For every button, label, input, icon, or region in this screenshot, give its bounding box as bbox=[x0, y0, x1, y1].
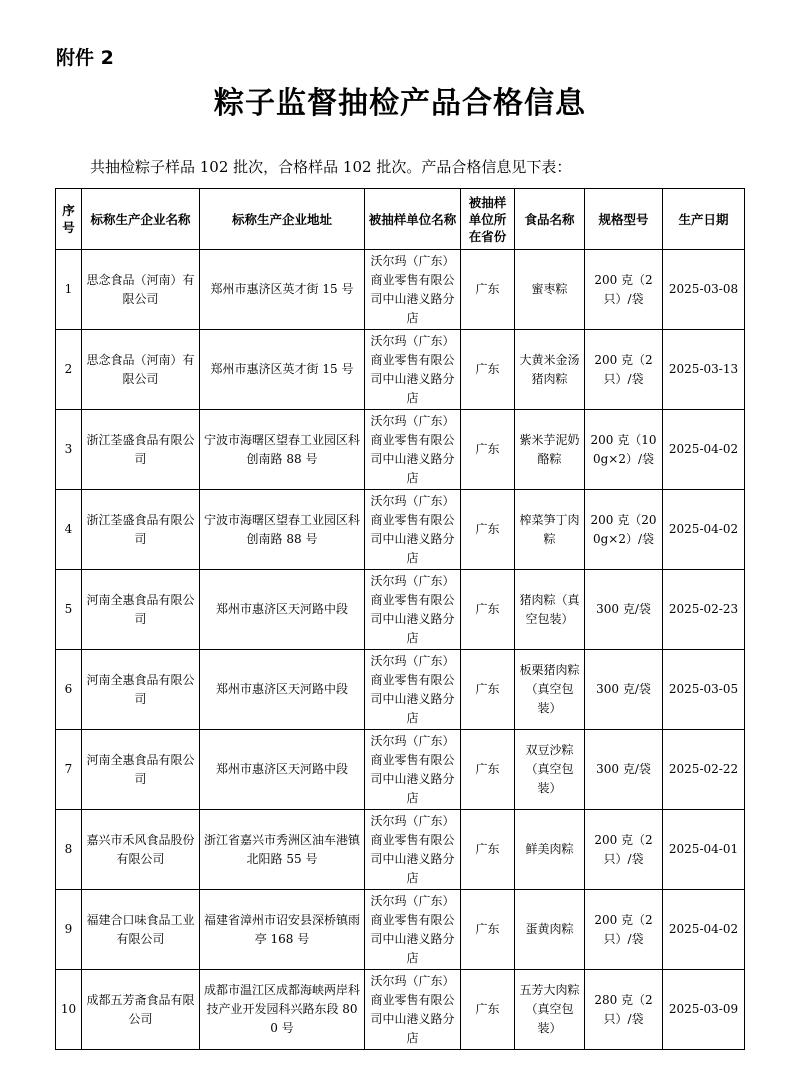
table-row bbox=[56, 570, 745, 650]
cell-seq: 1 bbox=[56, 250, 82, 330]
cell-address: 浙江省嘉兴市秀洲区油车港镇北阳路 55 号 bbox=[200, 810, 365, 890]
cell-province: 广东 bbox=[461, 890, 515, 970]
cell-seq: 4 bbox=[56, 490, 82, 570]
cell-sampled-unit: 沃尔玛（广东）商业零售有限公司中山港义路分店 bbox=[365, 250, 461, 330]
cell-address: 宁波市海曙区望春工业园区科创南路 88 号 bbox=[200, 410, 365, 490]
cell-manufacturer: 浙江荃盛食品有限公司 bbox=[82, 410, 200, 490]
cell-spec: 200 克（2 只）/袋 bbox=[585, 330, 663, 410]
cell-spec: 200 克（2 只）/袋 bbox=[585, 250, 663, 330]
cell-date: 2025-02-22 bbox=[663, 730, 745, 810]
cell-food: 五芳大肉粽（真空包装） bbox=[515, 970, 585, 1050]
cell-seq: 5 bbox=[56, 570, 82, 650]
table-row bbox=[56, 250, 745, 330]
cell-address: 郑州市惠济区英才街 15 号 bbox=[200, 330, 365, 410]
table-row bbox=[56, 410, 745, 490]
header-manufacturer: 标称生产企业名称 bbox=[82, 189, 200, 250]
cell-date: 2025-04-02 bbox=[663, 410, 745, 490]
attachment-label: 附件 2 bbox=[56, 47, 114, 69]
cell-seq: 8 bbox=[56, 810, 82, 890]
cell-spec: 200 克（200g×2）/袋 bbox=[585, 490, 663, 570]
cell-spec: 280 克（2 只）/袋 bbox=[585, 970, 663, 1050]
cell-manufacturer: 河南全惠食品有限公司 bbox=[82, 650, 200, 730]
cell-manufacturer: 嘉兴市禾风食品股份有限公司 bbox=[82, 810, 200, 890]
table-body bbox=[56, 250, 745, 1050]
cell-spec: 200 克（100g×2）/袋 bbox=[585, 410, 663, 490]
table-row bbox=[56, 650, 745, 730]
cell-manufacturer: 河南全惠食品有限公司 bbox=[82, 730, 200, 810]
cell-manufacturer: 思念食品（河南）有限公司 bbox=[82, 330, 200, 410]
header-sampled-unit: 被抽样单位名称 bbox=[365, 189, 461, 250]
header-food: 食品名称 bbox=[515, 189, 585, 250]
cell-food: 板栗猪肉粽（真空包装） bbox=[515, 650, 585, 730]
cell-province: 广东 bbox=[461, 570, 515, 650]
cell-sampled-unit: 沃尔玛（广东）商业零售有限公司中山港义路分店 bbox=[365, 970, 461, 1050]
cell-address: 福建省漳州市诏安县深桥镇雨亭 168 号 bbox=[200, 890, 365, 970]
intro-paragraph: 共抽检粽子样品 102 批次，合格样品 102 批次。产品合格信息见下表： bbox=[90, 158, 572, 176]
cell-food: 双豆沙粽（真空包装） bbox=[515, 730, 585, 810]
cell-date: 2025-04-02 bbox=[663, 490, 745, 570]
cell-manufacturer: 福建合口味食品工业有限公司 bbox=[82, 890, 200, 970]
cell-sampled-unit: 沃尔玛（广东）商业零售有限公司中山港义路分店 bbox=[365, 650, 461, 730]
cell-sampled-unit: 沃尔玛（广东）商业零售有限公司中山港义路分店 bbox=[365, 490, 461, 570]
cell-manufacturer: 成都五芳斋食品有限公司 bbox=[82, 970, 200, 1050]
cell-seq: 3 bbox=[56, 410, 82, 490]
cell-address: 郑州市惠济区天河路中段 bbox=[200, 730, 365, 810]
cell-sampled-unit: 沃尔玛（广东）商业零售有限公司中山港义路分店 bbox=[365, 410, 461, 490]
cell-province: 广东 bbox=[461, 490, 515, 570]
cell-sampled-unit: 沃尔玛（广东）商业零售有限公司中山港义路分店 bbox=[365, 890, 461, 970]
cell-province: 广东 bbox=[461, 970, 515, 1050]
table-row bbox=[56, 970, 745, 1050]
cell-seq: 2 bbox=[56, 330, 82, 410]
table-row bbox=[56, 490, 745, 570]
table-header-row bbox=[56, 189, 745, 250]
cell-spec: 200 克（2 只）/袋 bbox=[585, 890, 663, 970]
cell-date: 2025-03-05 bbox=[663, 650, 745, 730]
header-province: 被抽样单位所在省份 bbox=[461, 189, 515, 250]
cell-sampled-unit: 沃尔玛（广东）商业零售有限公司中山港义路分店 bbox=[365, 330, 461, 410]
cell-seq: 7 bbox=[56, 730, 82, 810]
table-row bbox=[56, 810, 745, 890]
page-title: 粽子监督抽检产品合格信息 bbox=[214, 86, 586, 121]
cell-address: 郑州市惠济区天河路中段 bbox=[200, 570, 365, 650]
cell-sampled-unit: 沃尔玛（广东）商业零售有限公司中山港义路分店 bbox=[365, 810, 461, 890]
cell-manufacturer: 河南全惠食品有限公司 bbox=[82, 570, 200, 650]
cell-address: 成都市温江区成都海峡两岸科技产业开发园科兴路东段 800 号 bbox=[200, 970, 365, 1050]
cell-food: 蜜枣粽 bbox=[515, 250, 585, 330]
header-spec: 规格型号 bbox=[585, 189, 663, 250]
table-row bbox=[56, 890, 745, 970]
cell-food: 鲜美肉粽 bbox=[515, 810, 585, 890]
cell-seq: 9 bbox=[56, 890, 82, 970]
cell-seq: 10 bbox=[56, 970, 82, 1050]
cell-food: 紫米芋泥奶酪粽 bbox=[515, 410, 585, 490]
header-seq: 序号 bbox=[56, 189, 82, 250]
cell-date: 2025-04-01 bbox=[663, 810, 745, 890]
cell-sampled-unit: 沃尔玛（广东）商业零售有限公司中山港义路分店 bbox=[365, 730, 461, 810]
cell-food: 大黄米金汤猪肉粽 bbox=[515, 330, 585, 410]
cell-province: 广东 bbox=[461, 330, 515, 410]
cell-spec: 300 克/袋 bbox=[585, 730, 663, 810]
cell-date: 2025-03-13 bbox=[663, 330, 745, 410]
cell-date: 2025-04-02 bbox=[663, 890, 745, 970]
table-row bbox=[56, 330, 745, 410]
header-address: 标称生产企业地址 bbox=[200, 189, 365, 250]
table-row bbox=[56, 730, 745, 810]
qualified-products-table bbox=[55, 188, 745, 1050]
cell-province: 广东 bbox=[461, 730, 515, 810]
cell-address: 郑州市惠济区英才街 15 号 bbox=[200, 250, 365, 330]
cell-manufacturer: 浙江荃盛食品有限公司 bbox=[82, 490, 200, 570]
cell-spec: 300 克/袋 bbox=[585, 570, 663, 650]
cell-spec: 200 克（2 只）/袋 bbox=[585, 810, 663, 890]
cell-address: 宁波市海曙区望春工业园区科创南路 88 号 bbox=[200, 490, 365, 570]
cell-date: 2025-03-08 bbox=[663, 250, 745, 330]
cell-seq: 6 bbox=[56, 650, 82, 730]
cell-spec: 300 克/袋 bbox=[585, 650, 663, 730]
cell-date: 2025-02-23 bbox=[663, 570, 745, 650]
cell-province: 广东 bbox=[461, 410, 515, 490]
header-date: 生产日期 bbox=[663, 189, 745, 250]
cell-food: 猪肉粽（真空包装） bbox=[515, 570, 585, 650]
cell-address: 郑州市惠济区天河路中段 bbox=[200, 650, 365, 730]
cell-province: 广东 bbox=[461, 250, 515, 330]
cell-province: 广东 bbox=[461, 810, 515, 890]
cell-date: 2025-03-09 bbox=[663, 970, 745, 1050]
cell-food: 蛋黄肉粽 bbox=[515, 890, 585, 970]
cell-manufacturer: 思念食品（河南）有限公司 bbox=[82, 250, 200, 330]
cell-province: 广东 bbox=[461, 650, 515, 730]
cell-sampled-unit: 沃尔玛（广东）商业零售有限公司中山港义路分店 bbox=[365, 570, 461, 650]
cell-food: 榨菜笋丁肉粽 bbox=[515, 490, 585, 570]
